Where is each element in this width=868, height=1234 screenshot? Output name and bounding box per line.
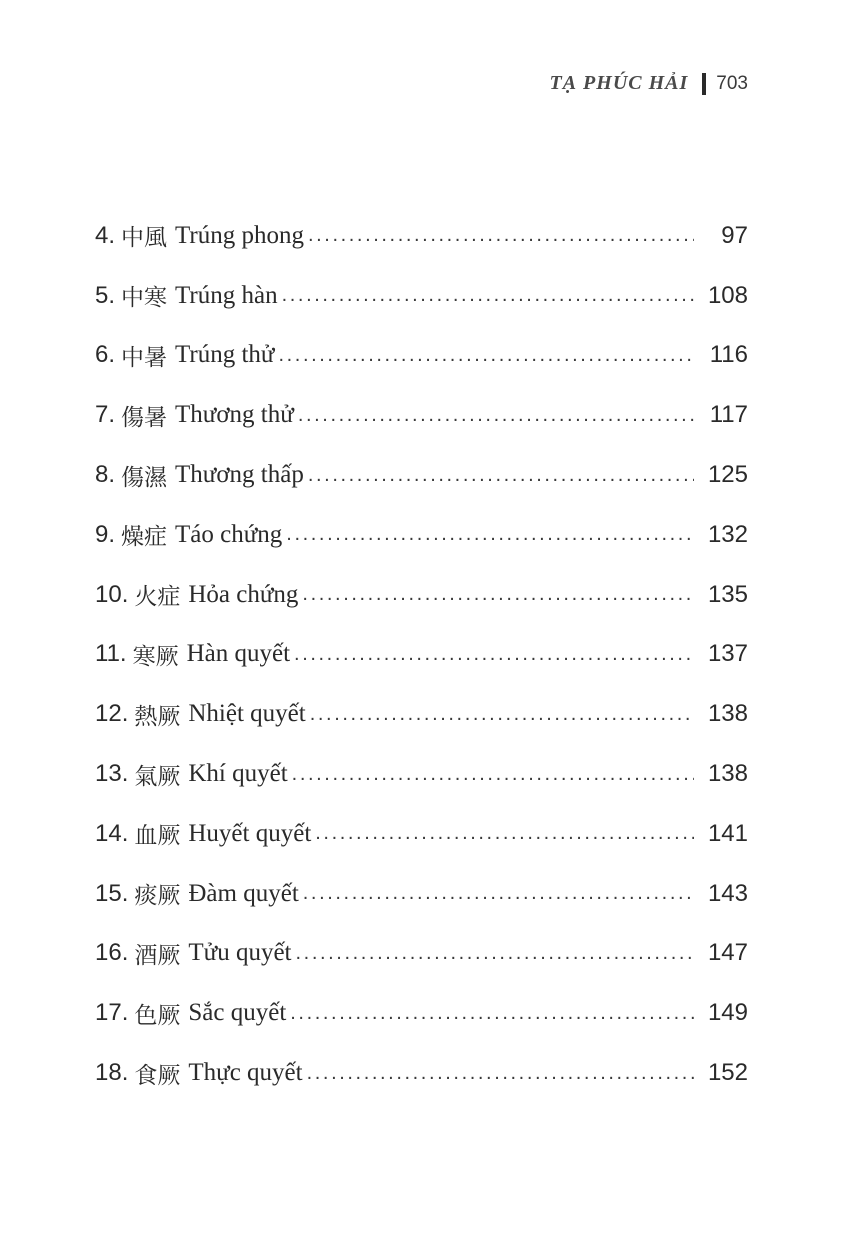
- toc-entry-title: Huyết quyết: [188, 819, 312, 847]
- toc-entry-page: 108: [707, 281, 748, 309]
- toc-dot-leader: [298, 404, 694, 427]
- toc-entry-page: 117: [709, 401, 748, 429]
- toc-entry-page: 143: [707, 879, 748, 907]
- toc-entry-title: Tửu quyết: [188, 939, 292, 967]
- toc-entry[interactable]: [95, 266, 748, 326]
- toc-entry-title: Hỏa chứng: [188, 580, 299, 608]
- header-page-number: 703: [716, 72, 748, 94]
- toc-entry-han: 熱厥: [134, 703, 181, 730]
- toc-entry-title: Trúng phong: [175, 221, 304, 249]
- toc-entry-han: 血厥: [134, 823, 181, 850]
- toc-entry-title: Trúng thử: [175, 341, 275, 369]
- toc-entry[interactable]: [95, 326, 748, 386]
- toc-entry-page: 149: [707, 999, 748, 1027]
- toc-entry[interactable]: [95, 744, 748, 804]
- toc-entry-han: 中寒: [121, 285, 168, 312]
- toc-entry-number: 17.: [95, 999, 129, 1027]
- toc-entry-number: 4.: [95, 221, 116, 249]
- toc-entry-page: 138: [707, 700, 748, 728]
- toc-entry-title: Trúng hàn: [175, 281, 278, 309]
- toc-dot-leader: [290, 1002, 694, 1025]
- toc-entry-number: 8.: [95, 461, 116, 489]
- toc-dot-leader: [278, 344, 694, 367]
- toc-entry-title: Nhiệt quyết: [188, 700, 306, 728]
- toc-dot-leader: [315, 822, 694, 845]
- toc-entry-title: Thương thử: [175, 401, 294, 429]
- toc-entry[interactable]: [95, 505, 748, 565]
- toc-entry-number: 14.: [95, 819, 129, 847]
- toc-entry-page: 125: [707, 461, 748, 489]
- toc-entry-han: 氣厥: [134, 763, 181, 790]
- toc-dot-leader: [310, 703, 694, 726]
- toc-dot-leader: [302, 583, 694, 606]
- header-author: TẠ PHÚC HẢI: [549, 72, 689, 94]
- toc-entry-han: 燥症: [121, 524, 168, 551]
- toc-entry[interactable]: [95, 565, 748, 625]
- toc-entry-page: 132: [707, 520, 748, 548]
- toc-entry[interactable]: [95, 625, 748, 685]
- toc-entry-number: 18.: [95, 1059, 129, 1087]
- toc-entry-han: 酒厥: [134, 942, 181, 969]
- toc-entry[interactable]: [95, 445, 748, 505]
- toc-dot-leader: [286, 523, 694, 546]
- toc-entry-han: 中風: [121, 225, 168, 252]
- toc-dot-leader: [307, 1062, 694, 1085]
- toc-entry-number: 13.: [95, 760, 129, 788]
- running-header: [550, 72, 749, 95]
- toc-entry[interactable]: [95, 206, 748, 266]
- toc-entry-page: 138: [707, 760, 748, 788]
- toc-entry-number: 7.: [95, 401, 116, 429]
- header-separator: [702, 73, 706, 95]
- toc-entry-han: 傷濕: [121, 464, 168, 491]
- toc-entry-title: Thương thấp: [175, 461, 304, 489]
- toc-entry-han: 寒厥: [132, 643, 179, 670]
- toc-entry-title: Táo chứng: [175, 520, 283, 548]
- toc-entry-page: 137: [707, 640, 748, 668]
- toc-entry-number: 16.: [95, 939, 129, 967]
- toc-dot-leader: [303, 882, 694, 905]
- toc-entry-number: 6.: [95, 341, 116, 369]
- toc-entry-title: Đàm quyết: [188, 879, 299, 907]
- toc-entry-number: 15.: [95, 879, 129, 907]
- toc-entry-page: 97: [721, 221, 748, 249]
- toc-entry-han: 食厥: [134, 1062, 181, 1089]
- toc-dot-leader: [296, 942, 695, 965]
- toc-entry[interactable]: [95, 864, 748, 924]
- toc-entry[interactable]: [95, 684, 748, 744]
- toc-entry-page: 116: [709, 341, 748, 369]
- toc-entry-han: 傷暑: [121, 404, 168, 431]
- toc-entry-number: 10.: [95, 580, 129, 608]
- toc-entry[interactable]: [95, 983, 748, 1043]
- toc-entry-number: 11.: [95, 640, 127, 668]
- toc-entry-han: 火症: [134, 584, 181, 611]
- table-of-contents: [95, 206, 748, 1103]
- toc-entry-title: Thực quyết: [188, 1059, 303, 1087]
- toc-entry-page: 147: [707, 939, 748, 967]
- toc-entry-page: 141: [707, 819, 748, 847]
- toc-entry-title: Sắc quyết: [188, 999, 287, 1027]
- toc-entry-number: 12.: [95, 700, 129, 728]
- toc-dot-leader: [292, 763, 694, 786]
- toc-entry[interactable]: [95, 1043, 748, 1103]
- toc-entry-number: 9.: [95, 520, 116, 548]
- toc-dot-leader: [308, 464, 694, 487]
- toc-entry-han: 色厥: [134, 1002, 181, 1029]
- toc-entry[interactable]: [95, 804, 748, 864]
- toc-dot-leader: [282, 284, 694, 307]
- toc-entry-han: 痰厥: [134, 883, 181, 910]
- toc-entry[interactable]: [95, 924, 748, 984]
- toc-entry[interactable]: [95, 385, 748, 445]
- toc-entry-han: 中暑: [121, 344, 168, 371]
- toc-entry-page: 135: [707, 580, 748, 608]
- toc-dot-leader: [308, 224, 694, 247]
- toc-entry-title: Khí quyết: [188, 760, 288, 788]
- toc-dot-leader: [294, 643, 694, 666]
- toc-entry-number: 5.: [95, 281, 116, 309]
- toc-entry-title: Hàn quyết: [186, 640, 291, 668]
- toc-entry-page: 152: [707, 1059, 748, 1087]
